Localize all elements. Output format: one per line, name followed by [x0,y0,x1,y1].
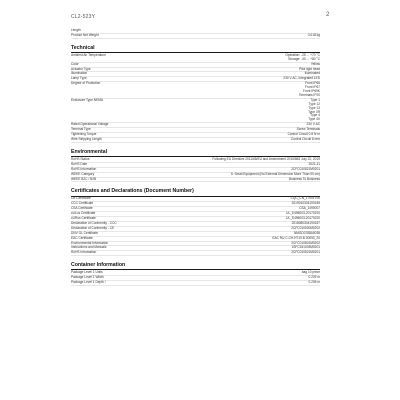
spec-value [166,237,320,241]
spec-label: Actuator Type [71,66,91,71]
spec-value [166,173,320,177]
spec-value-line: 2CFC010601M0202 [291,240,320,245]
spec-value-line: 2019010304190185 [291,201,320,206]
spec-value-line: Yellow [310,61,320,66]
spec-value-line: Front IP67 [305,85,320,90]
spec-label: Instructions and Manuals [71,245,107,250]
spec-value-line: 2CFC010521M0201 [291,250,320,255]
spec-value-line: 2018080304190187 [291,220,320,225]
spec-label: RoHS Information [71,250,97,255]
spec-value [166,276,320,280]
spec-value-line: 1SFC151003M0201 [291,245,320,250]
spec-value-line: Type 3R [308,109,320,114]
spec-value-line: 2CFC010521M0201 [291,166,320,171]
spec-value-line: bag 10 piece [301,270,320,275]
spec-label: cURus Certificate [71,216,96,221]
spec-value [166,77,320,81]
spec-label: CSA Certificate [71,206,93,211]
section-title: Certificates and Declarations (Document Number) [71,188,320,196]
spec-label: RoHS Information [71,166,97,171]
spec-row-package-level-1-depth [71,281,320,286]
spec-value-line: EAC RU C-CH.HT19.B.00090_20 [272,235,320,240]
spec-label: Terminal Type [71,127,91,132]
spec-value-line: Control Circuit 8 mm [290,137,320,142]
spec-label: CB Certificate [71,196,91,201]
spec-label: Package Level 1 Width [71,275,104,280]
spec-label: Enclosure Type NEMA [71,97,104,102]
spec-label: Lamp Type [71,76,87,81]
spec-label: Ambient Air Temperature [71,52,107,57]
spec-row-ambient-air-temperature [71,54,320,63]
spec-value-line: 0.018 kg [307,32,320,37]
page-number: 2 [326,12,330,18]
spec-value [166,138,320,142]
spec-value [166,99,320,122]
spec-value-line: Front IP66 [305,81,320,86]
spec-label: WEEE B2C / B2B [71,176,97,181]
section-title: Technical [71,45,320,53]
spec-row-wire-stripping-length [71,138,320,143]
spec-value [166,202,320,206]
spec-value-line: Operation: -25 ... +70 °C [285,52,320,57]
spec-value-line: Control Circuit 0.8 N·m [287,132,320,137]
document-model-number: CL2-523Y [71,14,96,20]
section-container-information [71,262,320,286]
spec-value-line: Illuminated [304,71,320,76]
spec-sheet [71,29,320,286]
spec-value-line: NMGD0788A0038 [293,230,320,235]
spec-label: RoHS Status [71,156,90,161]
spec-value-line: Screw Terminals [296,127,320,132]
spec-value-line: 0.225 m [308,275,320,280]
spec-value [166,251,320,255]
spec-value-line: 230 V AC [306,122,320,127]
spec-value [166,34,320,38]
spec-value-line: Type 4 [310,113,320,118]
spec-label: Environmental Information [71,240,109,245]
spec-value-line: UL_E496003-20170220 [286,211,320,216]
spec-label: Declaration of Conformity - CE [71,225,115,230]
section-title: Environmental [71,149,320,157]
spec-label: DNV GL Certificate [71,230,98,235]
spec-label: Length [71,28,81,32]
spec-value-line: 2021-11 [308,161,320,166]
spec-value-line: UL_E496003-20170220 [286,216,320,221]
spec-label: EAC Certificate [71,235,93,240]
spec-value-line: Business To Business [289,176,320,181]
spec-label: Package Level 1 Depth / [71,280,106,285]
spec-label: Product Net Weight [71,32,99,37]
section-title: Container Information [71,262,320,270]
spec-row-rohs-information [71,251,320,256]
spec-value-line: Following EU Directive 2011/65/EU and Amendment 2015/863 July 22, 2019 [212,156,320,161]
spec-value-line: Type 13 [308,105,320,110]
spec-value-line: Type 12 [308,101,320,106]
spec-value [166,54,320,62]
spec-value-line: 230 V AC, Integrated LED [283,76,320,81]
spec-label: Color [71,61,79,66]
spec-value [166,68,320,72]
spec-row-degree-of-protection [71,82,320,99]
spec-value-line: Storage: -40 ... +80 °C [288,56,320,61]
spec-label: RoHS Date [71,161,88,166]
spec-value-line: CSA_1490007 [299,206,320,211]
spec-value-line: CQC_CN_17001700 [290,196,320,201]
spec-value-line: 5. Small Equipment (No External Dimension More Than 50 cm) [230,171,320,176]
spec-value-line: Type 1 [310,97,320,102]
spec-value [166,63,320,67]
section-technical [71,45,320,143]
spec-label: cULus Certificate [71,211,96,216]
spec-value [166,178,320,182]
spec-row-product-net-weight [71,34,320,39]
spec-value [166,82,320,98]
spec-row-enclosure-type-nema [71,99,320,123]
spec-value [166,158,320,162]
spec-label: Illumination [71,71,88,76]
spec-value-line: Front IP69K [302,89,320,94]
spec-label: Tightening Torque [71,132,97,137]
spec-value-line: 0.205 m [308,280,320,285]
spec-value [166,281,320,285]
spec-value-line: Terminals IP20 [298,92,320,97]
spec-value [166,271,320,275]
spec-row-weee-b2c-b2b [71,178,320,183]
spec-label: CCC Certificate [71,201,94,206]
spec-label: Declaration of Conformity - CCC [71,220,117,225]
section-environmental [71,149,320,183]
spec-label: Package Level 1 Units [71,270,103,275]
spec-value-line: Type 4X [308,117,320,122]
section-certificates-and-declarations-document-number [71,188,320,256]
spec-label: Wire Stripping Length [71,137,102,142]
spec-label: Degree of Protection [71,81,101,86]
spec-label: WEEE Category [71,171,95,176]
spec-value-line: Pilot light head [299,66,320,71]
spec-label: Rated Operational Voltage [71,122,109,127]
spec-value-line: 2CFC010520M0202 [291,225,320,230]
